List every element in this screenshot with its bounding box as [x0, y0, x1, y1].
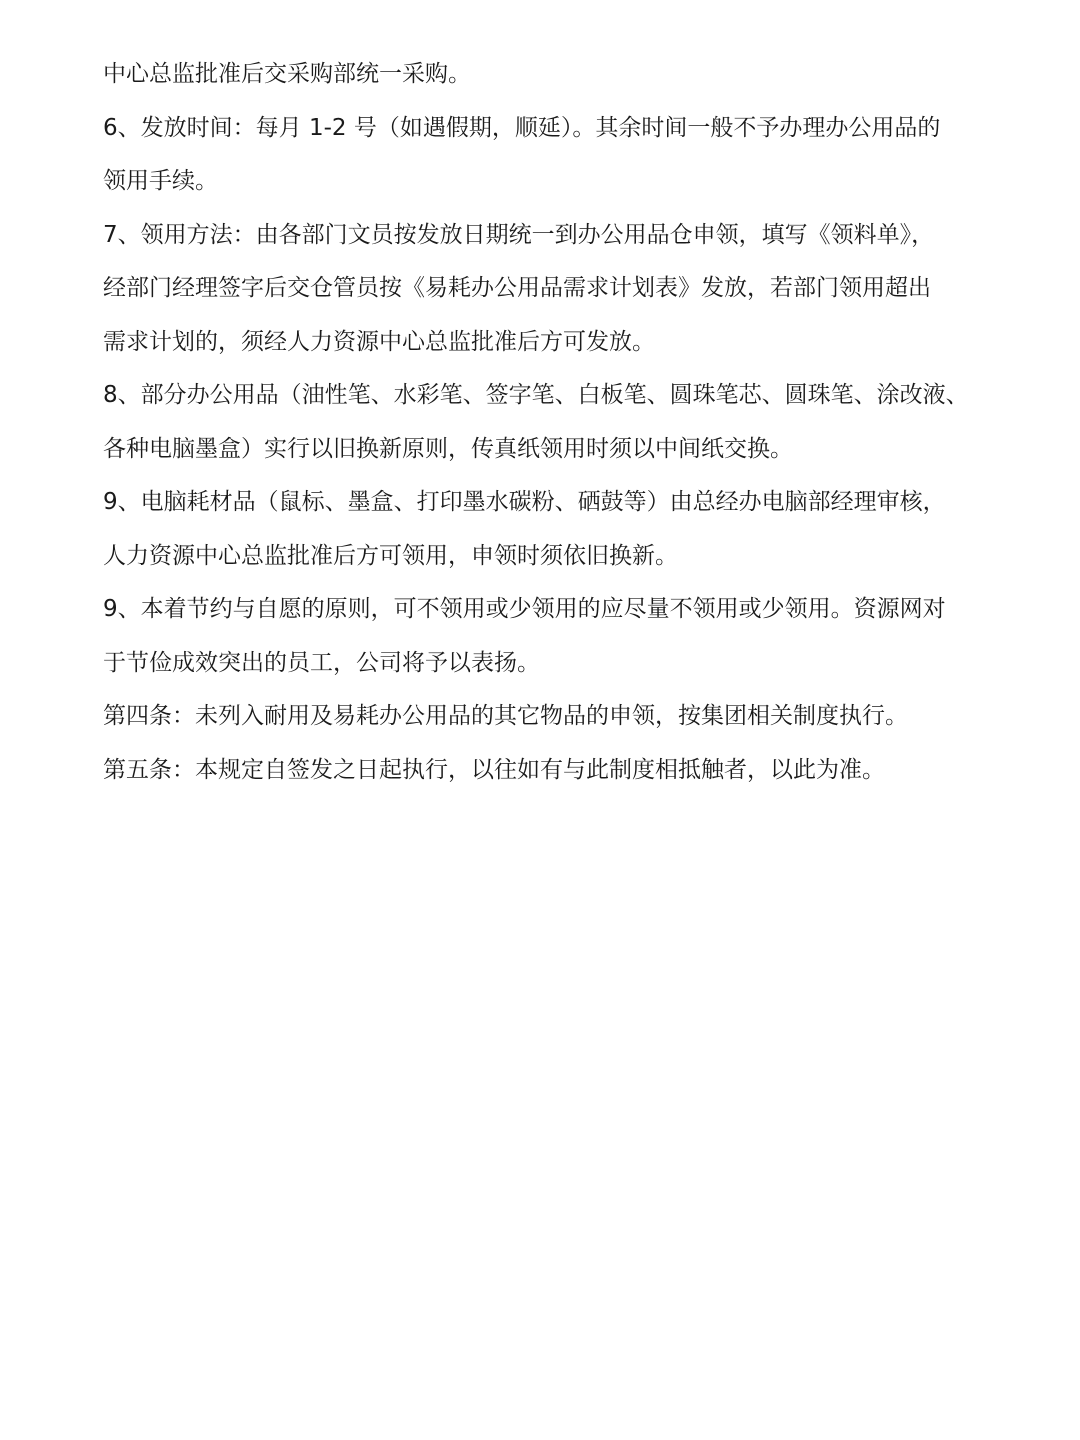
- text-line: 8、部分办公用品（油性笔、水彩笔、签字笔、白板笔、圆珠笔芯、圆珠笔、涂改液、: [103, 382, 969, 408]
- text-line: 领用手续。: [103, 168, 218, 194]
- text-line: 第五条：本规定自签发之日起执行，以往如有与此制度相抵触者，以此为准。: [103, 756, 885, 783]
- text-line: 各种电脑墨盒）实行以旧换新原则，传真纸领用时须以中间纸交换。: [103, 435, 793, 462]
- document-body: [103, 48, 983, 797]
- text-line: 中心总监批准后交采购部统一采购。: [103, 61, 471, 87]
- text-line: 6、发放时间：每月 1-2 号（如遇假期，顺延）。其余时间一般不予办理办公用品的: [103, 114, 941, 141]
- text-line: 9、电脑耗材品（鼠标、墨盒、打印墨水碳粉、硒鼓等）由总经办电脑部经理审核，: [103, 489, 946, 515]
- text-line: 第四条：未列入耐用及易耗办公用品的其它物品的申领，按集团相关制度执行。: [103, 703, 908, 729]
- text-line: 9、本着节约与自愿的原则，可不领用或少领用的应尽量不领用或少领用。资源网对: [103, 596, 946, 622]
- text-line: 人力资源中心总监批准后方可领用，申领时须依旧换新。: [103, 542, 678, 569]
- text-line: 7、领用方法：由各部门文员按发放日期统一到办公用品仓申领，填写《领料单》，: [103, 221, 935, 248]
- text-line: 于节俭成效突出的员工，公司将予以表扬。: [103, 649, 540, 676]
- text-line: 需求计划的，须经人力资源中心总监批准后方可发放。: [103, 328, 655, 355]
- text-line: 经部门经理签字后交仓管员按《易耗办公用品需求计划表》发放，若部门领用超出: [103, 275, 931, 301]
